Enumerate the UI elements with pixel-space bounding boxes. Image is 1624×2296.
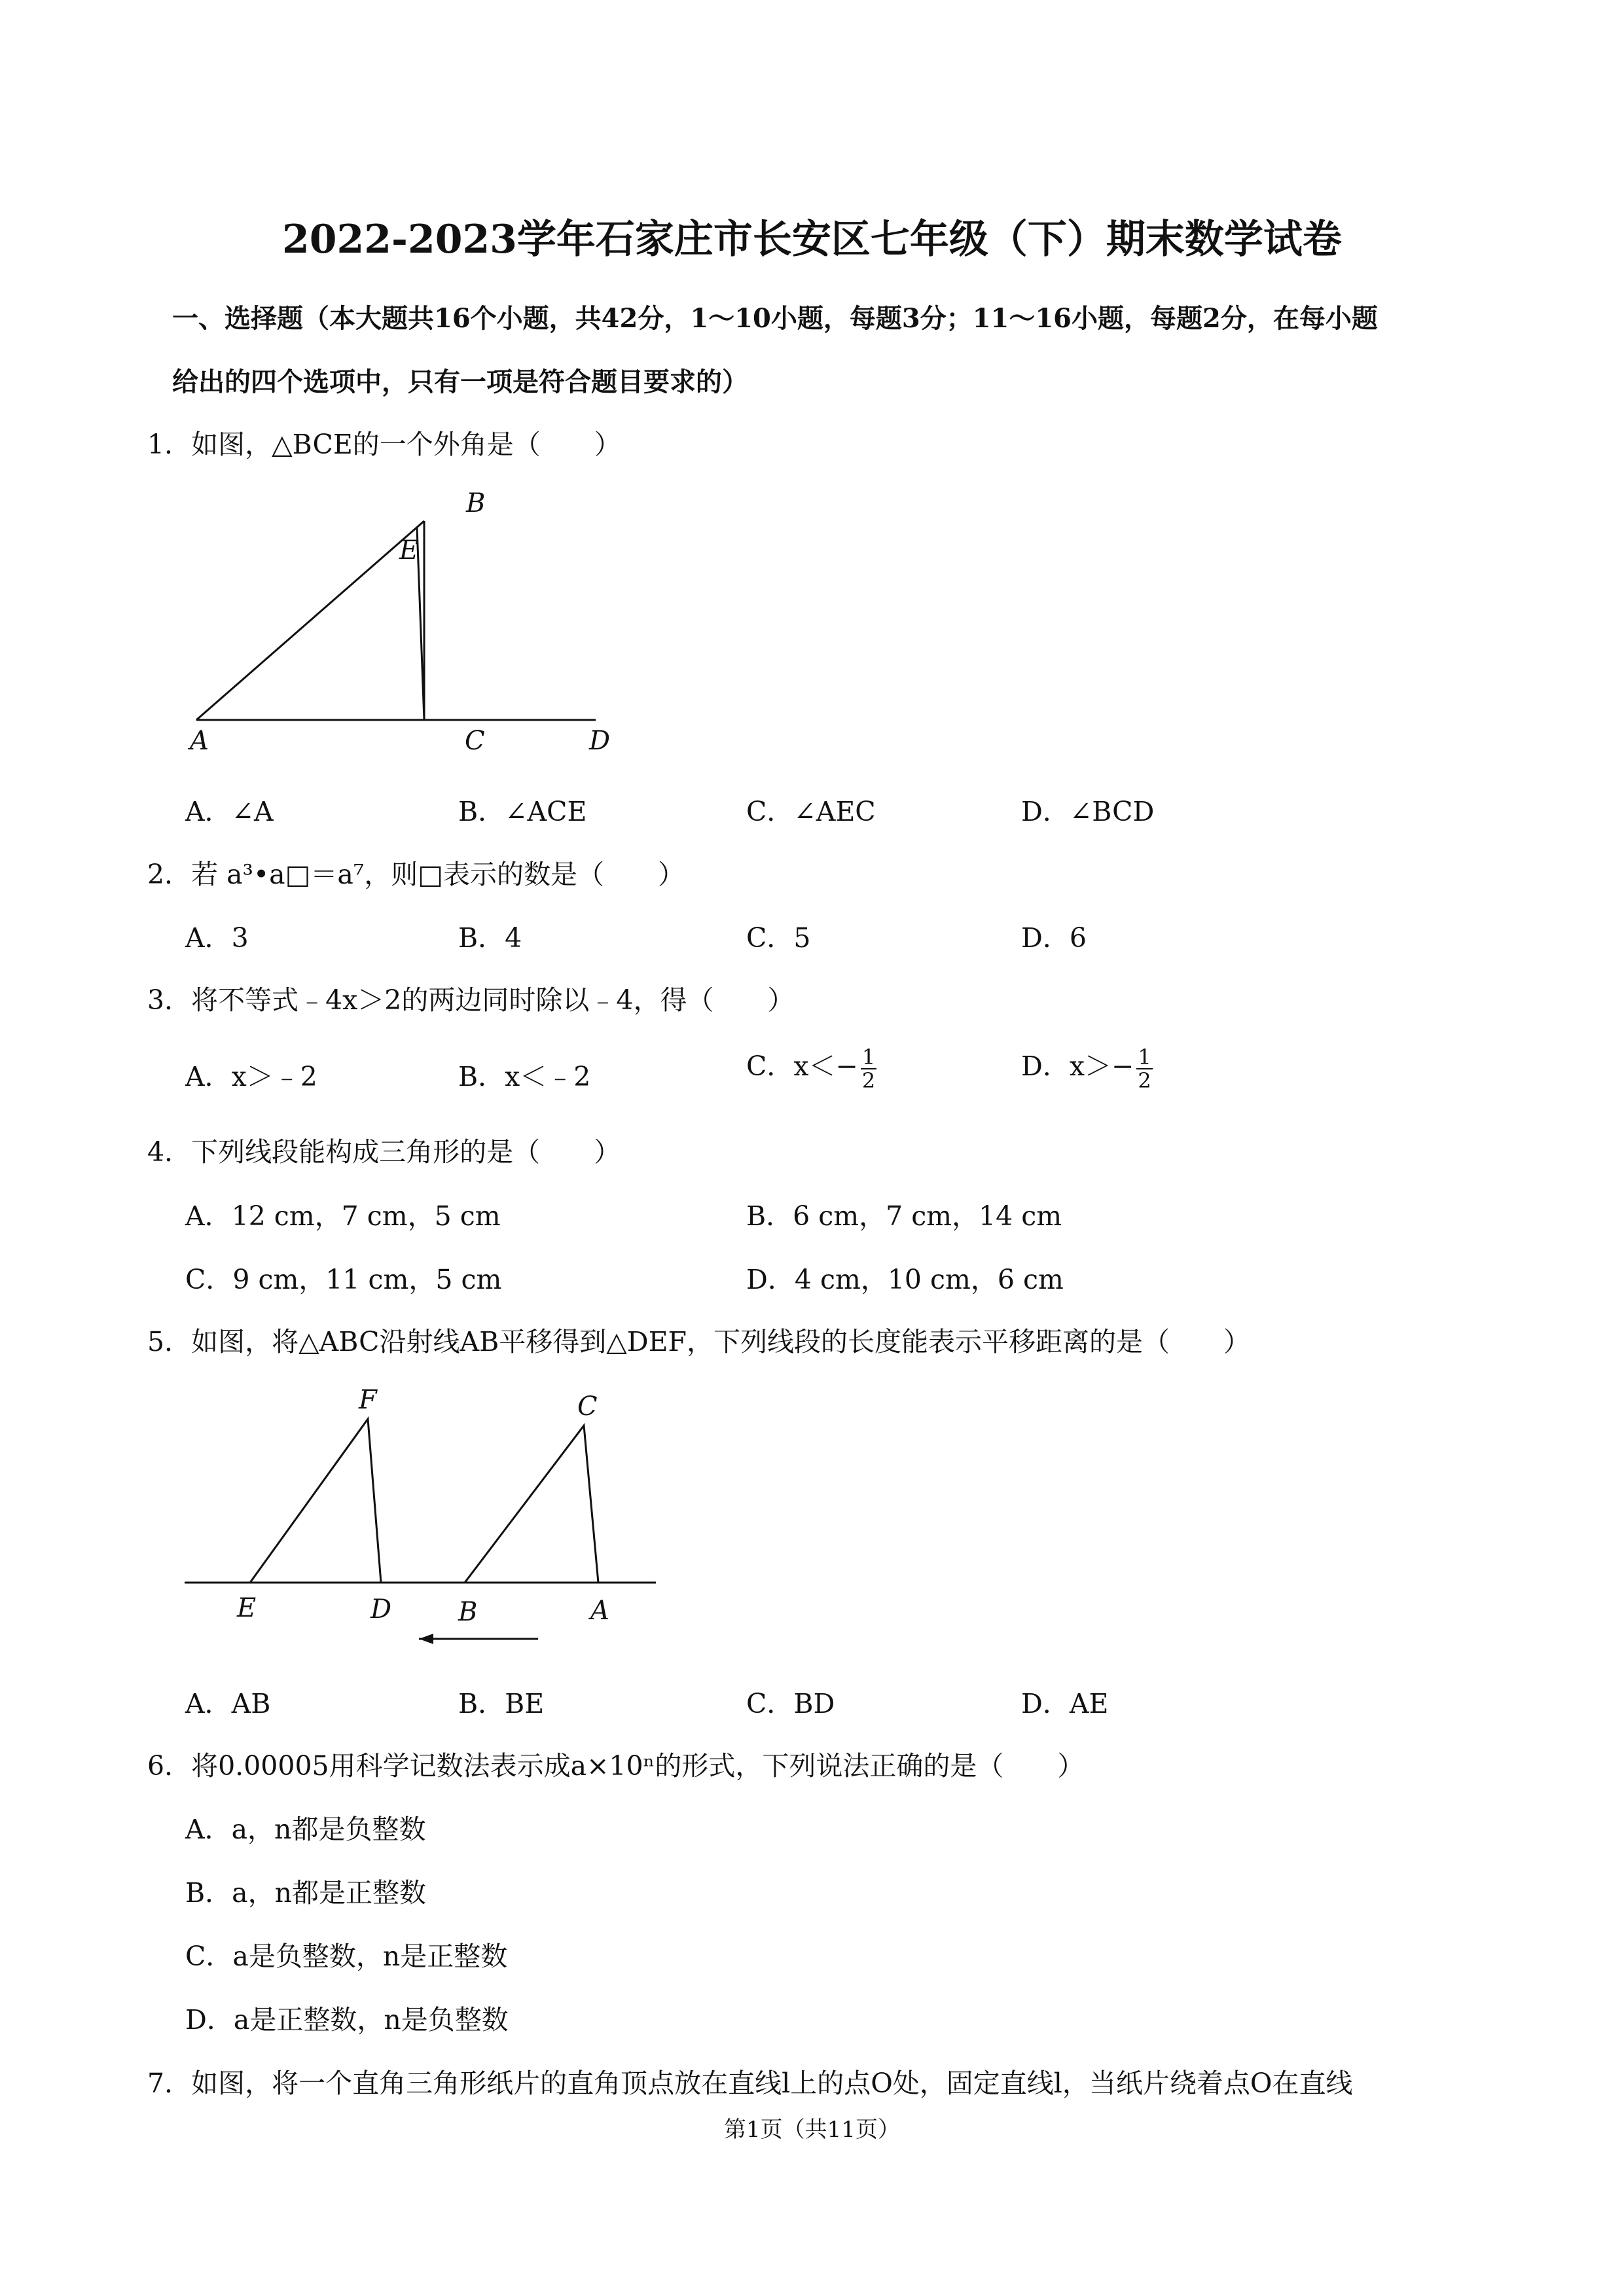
line-ab bbox=[196, 521, 424, 720]
question-6-stem: 6．将0.00005用科学记数法表示成a×10ⁿ的形式，下列说法正确的是（ ） bbox=[147, 1750, 1085, 1782]
label-a: A bbox=[190, 726, 209, 756]
label-d: D bbox=[589, 726, 611, 756]
q5-option-b[interactable]: B．BE bbox=[458, 1688, 545, 1719]
q2-option-b[interactable]: B．4 bbox=[458, 922, 522, 954]
question-5-stem: 5．如图，将△ABC沿射线AB平移得到△DEF，下列线段的长度能表示平移距离的是（ ） bbox=[147, 1326, 1251, 1357]
question-7-stem: 7．如图，将一个直角三角形纸片的直角顶点放在直线l上的点O处，固定直线l，当纸片绕着点O在直线 bbox=[147, 2068, 1353, 2099]
label-a: A bbox=[590, 1596, 609, 1626]
label-c: C bbox=[577, 1391, 598, 1422]
q4-option-a[interactable]: A．12 cm，7 cm，5 cm bbox=[185, 1200, 501, 1232]
label-b: B bbox=[458, 1597, 478, 1627]
q4-option-c[interactable]: C．9 cm，11 cm，5 cm bbox=[185, 1264, 502, 1295]
q3-option-c-text: C．x＜− bbox=[746, 1050, 858, 1082]
q6-option-c[interactable]: C．a是负整数，n是正整数 bbox=[185, 1941, 508, 1972]
section-heading-line1: 一、选择题（本大题共16个小题，共42分，1～10小题，每题3分；11～16小题，每题2分，在每小题 bbox=[172, 303, 1378, 334]
question-1-figure bbox=[177, 484, 635, 759]
q1-option-b[interactable]: B．∠ACE bbox=[458, 796, 587, 827]
label-f: F bbox=[359, 1385, 377, 1415]
q4-option-d[interactable]: D．4 cm，10 cm，6 cm bbox=[746, 1264, 1064, 1295]
q6-option-b[interactable]: B．a，n都是正整数 bbox=[185, 1877, 426, 1909]
question-1-stem: 1．如图，△BCE的一个外角是（ ） bbox=[147, 429, 621, 460]
direction-arrow-head bbox=[419, 1634, 433, 1644]
q6-option-d[interactable]: D．a是正整数，n是负整数 bbox=[185, 2004, 509, 2036]
q3-option-a[interactable]: A．x＞﹣2 bbox=[185, 1061, 317, 1092]
q1-option-a[interactable]: A．∠A bbox=[185, 796, 274, 827]
section-heading-line2: 给出的四个选项中，只有一项是符合题目要求的） bbox=[172, 367, 748, 397]
label-e: E bbox=[399, 535, 419, 565]
page-title: 2022-2023学年石家庄市长安区七年级（下）期末数学试卷 bbox=[282, 217, 1342, 262]
q3-option-d[interactable] bbox=[1021, 1045, 1153, 1092]
q6-option-a[interactable]: A．a，n都是负整数 bbox=[185, 1814, 426, 1845]
question-2-stem: 2．若 a³•a□＝a⁷，则□表示的数是（ ） bbox=[147, 859, 685, 890]
question-3-stem: 3．将不等式﹣4x＞2的两边同时除以﹣4，得（ ） bbox=[147, 984, 795, 1016]
q2-option-c[interactable]: C．5 bbox=[746, 922, 811, 954]
question-4-stem: 4．下列线段能构成三角形的是（ ） bbox=[147, 1136, 621, 1168]
q1-option-c[interactable]: C．∠AEC bbox=[746, 796, 876, 827]
q2-option-d[interactable]: D．6 bbox=[1021, 922, 1087, 954]
fraction-numerator: 1 bbox=[1138, 1044, 1151, 1069]
q3-option-c-fraction bbox=[861, 1046, 876, 1092]
q3-option-d-fraction bbox=[1136, 1046, 1152, 1092]
label-d: D bbox=[370, 1594, 392, 1624]
q3-option-d-text: D．x＞− bbox=[1021, 1050, 1134, 1082]
triangle-abc bbox=[465, 1426, 598, 1583]
q2-option-a[interactable]: A．3 bbox=[185, 922, 249, 954]
q3-option-c[interactable] bbox=[746, 1045, 876, 1092]
triangle-def bbox=[250, 1419, 381, 1583]
fraction-denominator: 2 bbox=[861, 1067, 876, 1093]
q5-option-d[interactable]: D．AE bbox=[1021, 1688, 1109, 1719]
question-5-figure bbox=[177, 1374, 674, 1662]
q3-option-b[interactable]: B．x＜﹣2 bbox=[458, 1061, 591, 1092]
page-footer: 第1页（共11页） bbox=[724, 2117, 900, 2143]
q1-option-d[interactable]: D．∠BCD bbox=[1021, 796, 1155, 827]
q5-option-c[interactable]: C．BD bbox=[746, 1688, 835, 1719]
fraction-numerator: 1 bbox=[861, 1044, 876, 1069]
label-e: E bbox=[237, 1593, 257, 1623]
q5-option-a[interactable]: A．AB bbox=[185, 1688, 271, 1719]
label-c: C bbox=[465, 726, 485, 756]
fraction-denominator: 2 bbox=[1138, 1067, 1151, 1093]
q4-option-b[interactable]: B．6 cm，7 cm，14 cm bbox=[746, 1200, 1062, 1232]
label-b: B bbox=[466, 488, 486, 518]
